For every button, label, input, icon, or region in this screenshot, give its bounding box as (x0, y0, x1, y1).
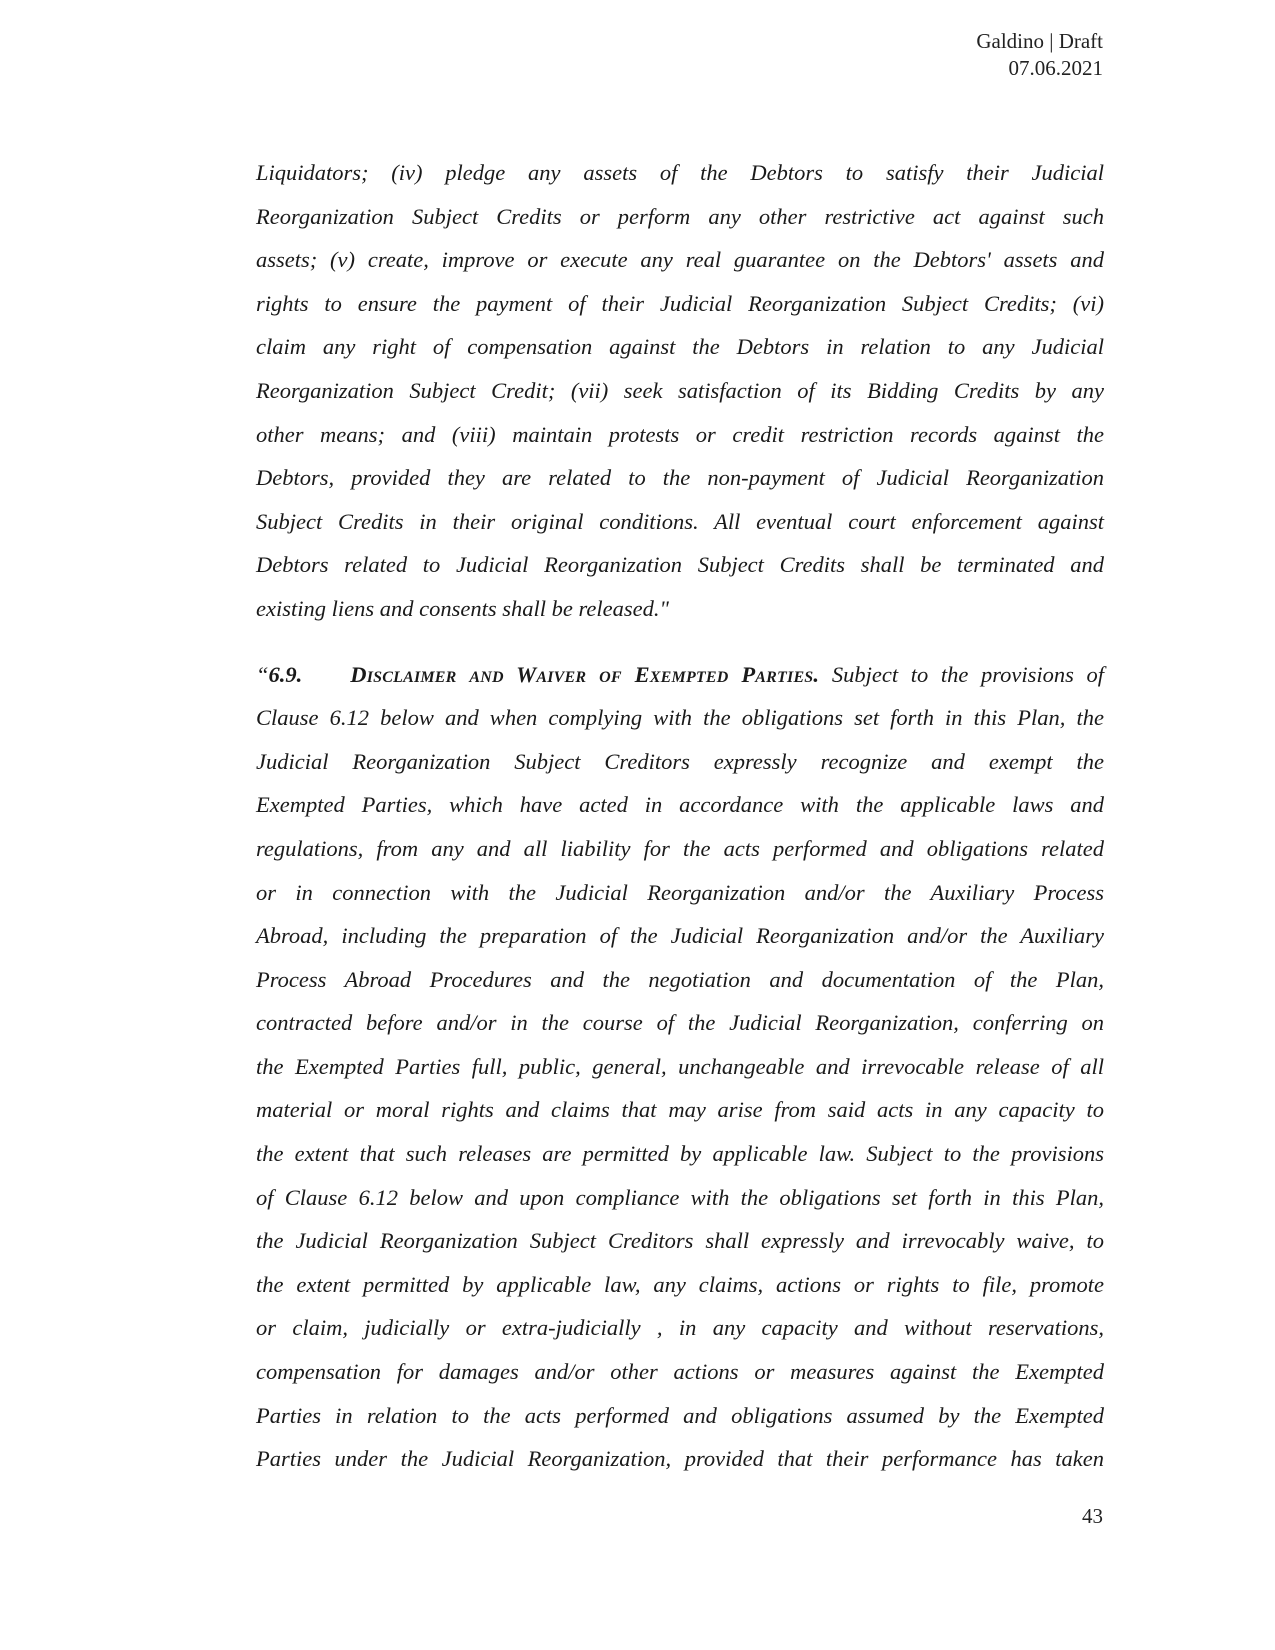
section-title: Disclaimer and Waiver of Exempted Parties. (350, 661, 820, 687)
text-line: regulations, from any and all liability for the acts performed and obligations related (256, 835, 1104, 861)
text-line: or claim, judicially or extra-judicially , in any capacity and without reservations, (256, 1315, 1104, 1341)
section-first-line-text: Subject to the provisions of (831, 661, 1104, 687)
text-line: the Exempted Parties full, public, general, unchangeable and irrevocable release of all (256, 1053, 1104, 1079)
text-line: the extent permitted by applicable law, any claims, actions or rights to file, promote (256, 1271, 1104, 1297)
text-line: other means; and (viii) maintain protests or credit restriction records against the (256, 421, 1104, 447)
text-line: or in connection with the Judicial Reorganization and/or the Auxiliary Process (256, 879, 1104, 905)
paragraph-disclaimer (256, 696, 1104, 1481)
section-heading-line (256, 653, 1104, 697)
text-line: Exempted Parties, which have acted in accordance with the applicable laws and (256, 792, 1104, 818)
text-line: Debtors related to Judicial Reorganization Subject Credits shall be terminated and (256, 552, 1104, 578)
page-number: 43 (1082, 1504, 1103, 1528)
opening-quote: “ (256, 661, 269, 687)
text-line: of Clause 6.12 below and upon compliance with the obligations set forth in this Plan, (256, 1184, 1104, 1210)
text-line: Parties under the Judicial Reorganization, provided that their performance has taken (256, 1446, 1104, 1472)
paragraph-liquidators (256, 151, 1104, 631)
text-line: Clause 6.12 below and when complying with the obligations set forth in this Plan, the (256, 705, 1104, 731)
text-line: existing liens and consents shall be released." (256, 595, 669, 621)
text-line: Reorganization Subject Credit; (vii) seek satisfaction of its Bidding Credits by any (256, 377, 1104, 403)
text-line: contracted before and/or in the course of the Judicial Reorganization, conferring on (256, 1010, 1104, 1036)
header-draft-label: Galdino | Draft (976, 29, 1103, 53)
text-line: Reorganization Subject Credits or perform any other restrictive act against such (256, 203, 1104, 229)
document-body (256, 151, 1104, 1481)
text-line: Liquidators; (iv) pledge any assets of the Debtors to satisfy their Judicial (256, 160, 1104, 185)
text-line: claim any right of compensation against the Debtors in relation to any Judicial (256, 334, 1104, 360)
text-line: rights to ensure the payment of their Judicial Reorganization Subject Credits; (vi) (256, 290, 1104, 316)
text-line: Parties in relation to the acts performed and obligations assumed by the Exempted (256, 1402, 1104, 1428)
section-number: 6.9. (268, 661, 303, 687)
text-line: the Judicial Reorganization Subject Creditors shall expressly and irrevocably waive, to (256, 1228, 1104, 1254)
header-date: 07.06.2021 (1008, 56, 1103, 80)
text-line: the extent that such releases are permitted by applicable law. Subject to the provisions (256, 1141, 1104, 1167)
text-line: Judicial Reorganization Subject Creditors expressly recognize and exempt the (256, 748, 1104, 774)
text-line: Abroad, including the preparation of the Judicial Reorganization and/or the Auxiliary (256, 923, 1104, 949)
page-header (976, 28, 1103, 82)
text-line: Debtors, provided they are related to the non-payment of Judicial Reorganization (256, 465, 1104, 491)
text-line: Subject Credits in their original conditions. All eventual court enforcement against (256, 508, 1104, 534)
text-line: assets; (v) create, improve or execute any real guarantee on the Debtors' assets and (256, 247, 1104, 273)
text-line: compensation for damages and/or other actions or measures against the Exempted (256, 1359, 1104, 1385)
paragraph-spacer (256, 631, 1104, 653)
text-line: Process Abroad Procedures and the negotiation and documentation of the Plan, (256, 966, 1104, 992)
text-line: material or moral rights and claims that may arise from said acts in any capacity to (256, 1097, 1104, 1123)
